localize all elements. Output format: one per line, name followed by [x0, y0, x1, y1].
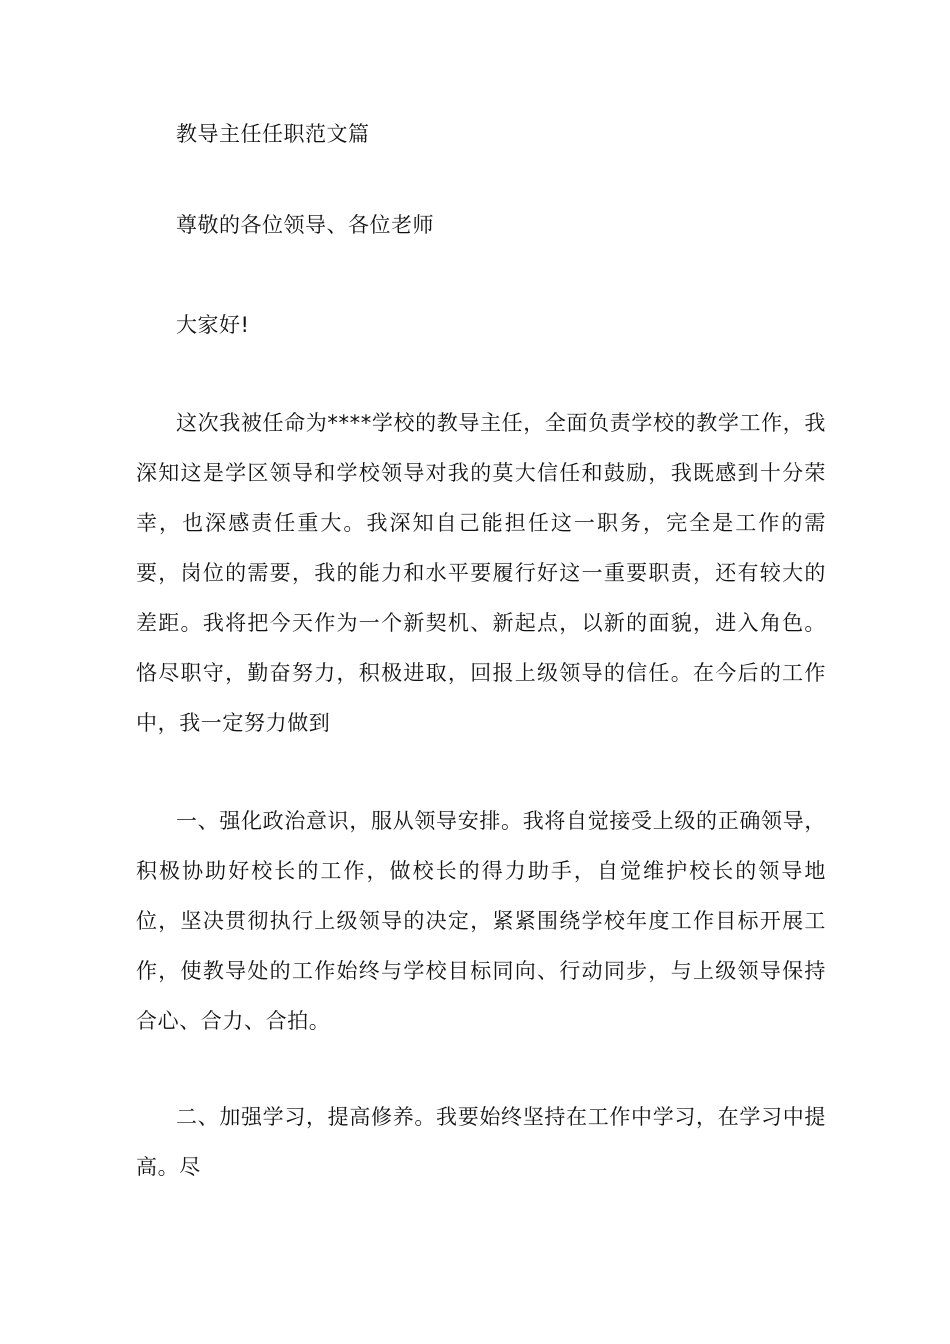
paragraph-intro: 这次我被任命为****学校的教导主任，全面负责学校的教学工作，我深知这是学区领导和学校领导对我的莫大信任和鼓励，我既感到十分荣幸，也深感责任重大。我深知自己能担任这一职务，完全是工作的需要，岗位的需要，我的能力和水平要履行好这一重要职责，还有较大的差距。我将把今天作为一个新契机、新起点，以新的面貌，进入角色。恪尽职守，勤奋努力，积极进取，回报上级领导的信任。在今后的工作中，我一定努力做到 — [136, 411, 826, 735]
salutation: 尊敬的各位领导、各位老师 — [176, 213, 434, 237]
paragraph-point-one: 一、强化政治意识，服从领导安排。我将自觉接受上级的正确领导，积极协助好校长的工作，做校长的得力助手，自觉维护校长的领导地位，坚决贯彻执行上级领导的决定，紧紧围绕学校年度工作目标开展工作，使教导处的工作始终与学校目标同向、行动同步，与上级领导保持合心、合力、合拍。 — [136, 809, 826, 1033]
greeting: 大家好! — [176, 313, 250, 337]
document-title: 教导主任任职范文篇 — [176, 122, 370, 146]
paragraph-point-two: 二、加强学习，提高修养。我要始终坚持在工作中学习，在学习中提高。尽 — [136, 1105, 826, 1179]
